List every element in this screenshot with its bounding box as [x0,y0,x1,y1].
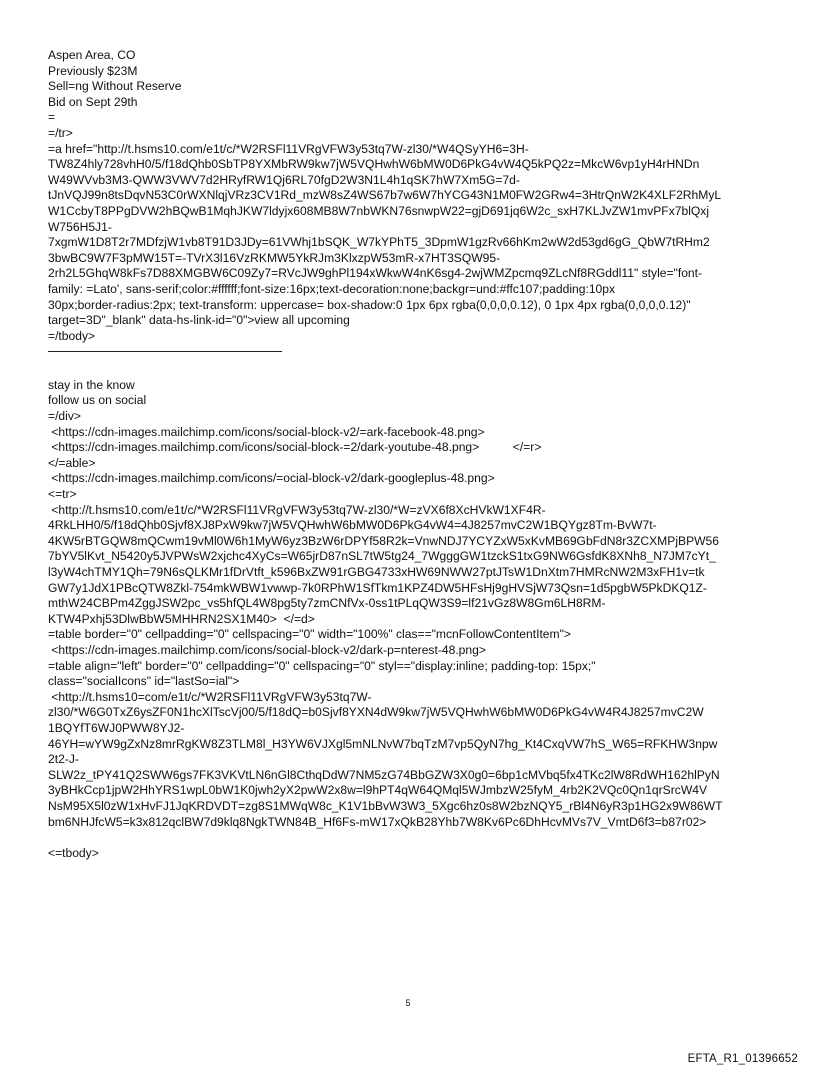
text-line: = [48,110,56,125]
text-line: TW8Z4hly728vhH0/5/f18dQhb0SbTP8YXMbRW9kw7jW5VQHwhW6bMW0D6PkG4vW4Q5kPQ2z=MkcW6vp1yH4rHNDn [48,157,700,172]
text-line: <https://cdn-images.mailchimp.com/icons/social-block-v2/=ark-facebook-48.png> [48,424,485,439]
text-line: Bid on Sept 29th [48,94,138,109]
text-line: 7bYV5lKvt_N5420y5JVPWsW2xjchc4XyCs=W65jrD87nSL7tW5tg24_7WgggGW1tzckS1txG9NW6GsfdK8XNh8_N7JM7cYt_ [48,549,716,564]
text-line: <https://cdn-images.mailchimp.com/icons/social-block-=2/dark-youtube-48.png> </=r> [48,440,542,455]
text-line: =/div> [48,409,81,424]
text-line: family: =Lato', sans-serif;color:#ffffff;font-size:16px;text-decoration:none;backgr=und:#ffc107;padding:10px [48,281,616,296]
blank-line [48,830,770,846]
social-text-block [48,378,770,830]
text-line: 3bwBC9W7F3pMW15T=-TVrX3l16VzRKMW5YkRJm3KlxzpW53mR-x7HT3SQW95- [48,250,501,265]
text-line: 1BQYfT6WJ0PWW8YJ2- [48,720,185,735]
text-line: 46YH=wYW9gZxNz8mrRgKW8Z3TLM8l_H3YW6VJXgl5mNLNvW7bqTzM7vp5QyN7hg_Kt4CxqVW7hS_W65=RFKHW3npw [48,736,718,751]
text-line: l3yW4chTMY1Qh=79N6sQLKMr1fDrVtft_k596BxZW91rGBG4733xHW69NWW27ptJTsW1DnXtm7HMRcNW2M3xFH1v=tk [48,565,705,579]
text-line: =/tbody> [48,328,96,343]
text-line: W49WVvb3M3-QWW3VWV7d2HRyfRW1Qj6RL70fgD2W3N1L4h1qSK7hW7Xm5G=7d- [48,172,520,187]
text-line: =/tr> [48,125,73,140]
text-line: </=able> [48,455,96,470]
text-line: 3yBHkCcp1jpW2HhYRS1wpL0bW1K0jwh2yX2pwW2x8w=l9hPT4qW64QMql5WJmbzW25fyM_4rb2K2VQc0Qn1qrSrcW4V [48,783,708,798]
text-line: <=tbody> [48,845,99,860]
horizontal-rule [48,351,282,352]
text-line: Previously $23M [48,63,138,78]
text-line: <https://cdn-images.mailchimp.com/icons/=ocial-block-v2/dark-googleplus-48.png> [48,471,495,486]
text-line: <https://cdn-images.mailchimp.com/icons/social-block-v2/dark-p=nterest-48.png> [48,642,486,657]
text-line: =a href="http://t.hsms10.com/e1t/c/*W2RSFl11VRgVFW3y53tq7W-zl30/*W4QSyYH6=3H- [48,141,529,156]
text-line: W1CcbyT8PPgDVW2hBQwB1MqhJKW7ldyjx608MB8W7nbWKN76snwpW22=gjD691jq6W2c_sxH7KLJvZW1mvPFx7blQxj [48,203,710,218]
text-line: <=tr> [48,487,77,502]
page-number: 5 [405,998,411,1008]
text-line: bm6NHJfcW5=k3x812qclBW7d9klq8NgkTWN84B_Hf6Fs-mW17xQkB28Yhb7W8Kv6Pc6DhHcvMVs7V_VmtD6f3=b87r02> [48,814,707,829]
text-line: class="socialIcons" id="lastSo=ial"> [48,674,240,689]
text-line: Aspen Area, CO [48,48,136,62]
text-line: 4RkLHH0/5/f18dQhb0Sjvf8XJ8PxW9kw7jW5VQHwhW6bMW0D6PkG4vW4=4J8257mvC2W1BQYgz8Tm-BvW7t- [48,518,657,533]
text-line: 7xgmW1D8T2r7MDfzjW1vb8T91D3JDy=61VWhj1bSQK_W7kYPhT5_3DpmW1gzRv66hKm2wW2d53gd6gG_QbW7tRHm2 [48,235,710,250]
text-line: <http://t.hsms10=com/e1t/c/*W2RSFl11VRgVFW3y53tq7W- [48,689,372,704]
text-line: GW7y1JdX1PBcQTW8Zkl-754mkWBW1vwwp-7k0RPhW1SfTkm1KPZ4DW5HFsHj9gHVSjW73Qsn=1d5pgbW5PkDKQ1Z- [48,580,707,595]
text-line: 2t2-J- [48,752,79,767]
text-line: KTW4Pxhj53DlwBbW5MHHRN2SX1M40> </=d> [48,611,315,626]
blank-line [48,362,770,378]
closing-text-block [48,846,770,862]
text-line: NsM95X5l0zW1xHvFJ1JqKRDVDT=zg8S1MWqW8c_K1V1bBvW3W3_5Xgc6hz0s8W2bzNQY5_rBl4N6yR3p1HG2x9W86WT [48,798,723,813]
text-line: target=3D"_blank" data-hs-link-id="0">view all upcoming [48,313,350,328]
text-line: Sell=ng Without Reserve [48,79,182,94]
text-line: =table border="0" cellpadding="0" cellspacing="0" width="100%" clas=="mcnFollowContentItem"> [48,627,571,642]
text-line: mthW24CBPm4ZggJSW2pc_vs5hfQL4W8pg5ty7zmCNfVx-0ss1tPLqQW3S9=lf21vGz8W8Gm6LH8RM- [48,596,606,611]
bates-stamp: EFTA_R1_01396652 [687,1053,798,1065]
listing-text-block [48,48,770,344]
text-line: zl30/*W6G0TxZ6ysZF0N1hcXlTscVj00/5/f18dQ=b0Sjvf8YXN4dW9kw7jW5VQHwhW6bMW0D6PkG4vW4R4J8257mvC2W [48,705,704,720]
text-line: 4KW5rBTGQW8mQCwm19vMl0W6h1MyW6yz3BzW6rDPYf58R2k=VnwNDJ7YCYZxW5xKvMB69GbFdN8r3ZCXMPjBPW56 [48,533,720,548]
text-line: W756H5J1- [48,219,112,234]
text-line: stay in the know [48,377,135,392]
document-page [48,48,770,861]
text-line: follow us on social [48,393,147,408]
text-line: 2rh2L5GhqW8kFs7D88XMGBW6C09Zy7=RVcJW9ghPl194xWkwW4nK6sg4-2wjWMZpcmq9ZLcNf8RGddl11" style="font- [48,266,703,281]
text-line: 30px;border-radius:2px; text-transform: uppercase= box-shadow:0 1px 6px rgba(0,0,0,0.12), 0 1px 4px rgba(0,0,0,0.12)" [48,297,691,312]
text-line: <http://t.hsms10.com/e1t/c/*W2RSFl11VRgVFW3y53tq7W-zl30/*W=zVX6f8XcHVkW1XF4R- [48,502,546,517]
text-line: =table align="left" border="0" cellpadding="0" cellspacing="0" styl=="display:inline; padding-top: 15px;" [48,658,596,673]
text-line: tJnVQJ99n8tsDqvN53C0rWXNlqjVRz3CV1Rd_mzW8sZ4WS67b7w6W7hYCG43N1M0FW2GRw4=3HtrQnW2K4XLF2RhMyL [48,188,722,203]
text-line: SLW2z_tPY41Q2SWW6gs7FK3VKVtLN6nGl8CthqDdW7NM5zG74BbGZW3X0g0=6bp1cMVbq5fx4TKc2lW8RdWH162hlPyN [48,767,720,782]
